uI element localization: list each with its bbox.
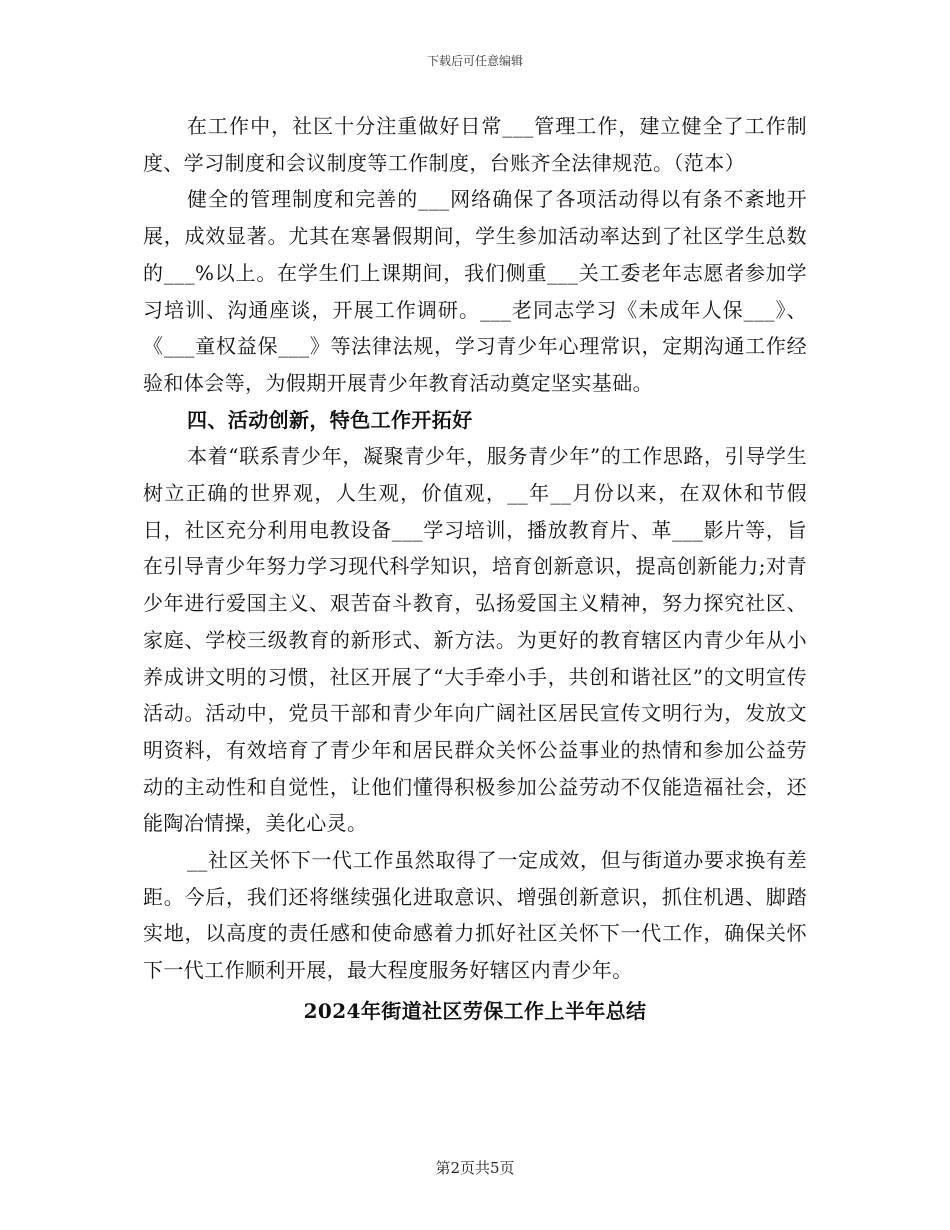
- document-body: [143, 108, 807, 1029]
- section-heading-activity-innovation: 四、活动创新，特色工作开拓好: [187, 407, 473, 432]
- paragraph-activities: 本着“联系青少年，凝聚青少年，服务青少年”的工作思路，引导学生树立正确的世界观，人生观，价值观，__年__月份以来，在双休和节假日，社区充分利用电教设备___学习培训，播放教育片、革___影片等，旨在引导青少年努力学习现代科学知识，培育创新意识，提高创新能力;对青少年进行爱国主义、艰苦奋斗教育，弘扬爱国主义精神，努力探究社区、家庭、学校三级教育的新形式、新方法。为更好的教育辖区内青少年从小养成讲文明的习惯，社区开展了“大手牵小手，共创和谐社区”的文明宣传活动。活动中，党员干部和青少年向广阔社区居民宣传文明行为，发放文明资料，有效培育了青少年和居民群众关怀公益事业的热情和参加公益劳动的主动性和自觉性，让他们懂得积极参加公益劳动不仅能造福社会，还能陶冶情操，美化心灵。: [143, 444, 807, 836]
- page-number: 第2页共5页: [435, 1159, 515, 1177]
- next-document-title: 2024年街道社区劳保工作上半年总结: [303, 998, 647, 1023]
- paragraph-daily-management: 在工作中，社区十分注重做好日常___管理工作，建立健全了工作制度、学习制度和会议制度等工作制度，台账齐全法律规范。（范本）: [143, 114, 807, 175]
- paragraph-management-system: 健全的管理制度和完善的___网络确保了各项活动得以有条不紊地开展，成效显著。尤其在寒暑假期间，学生参加活动率达到了社区学生总数的___%以上。在学生们上课期间，我们侧重___关工委老年志愿者参加学习培训、沟通座谈，开展工作调研。___老同志学习《未成年人保___》、《___童权益保___》等法律法规，学习青少年心理常识，定期沟通工作经验和体会等，为假期开展青少年教育活动奠定坚实基础。: [143, 187, 807, 395]
- header-note: 下载后可任意编辑: [426, 54, 523, 68]
- paragraph-conclusion: __社区关怀下一代工作虽然取得了一定成效，但与街道办要求换有差距。今后，我们还将继续强化进取意识、增强创新意识，抓住机遇、脚踏实地，以高度的责任感和使命感着力抓好社区关怀下一代工作，确保关怀下一代工作顺利开展，最大程度服务好辖区内青少年。: [143, 848, 807, 983]
